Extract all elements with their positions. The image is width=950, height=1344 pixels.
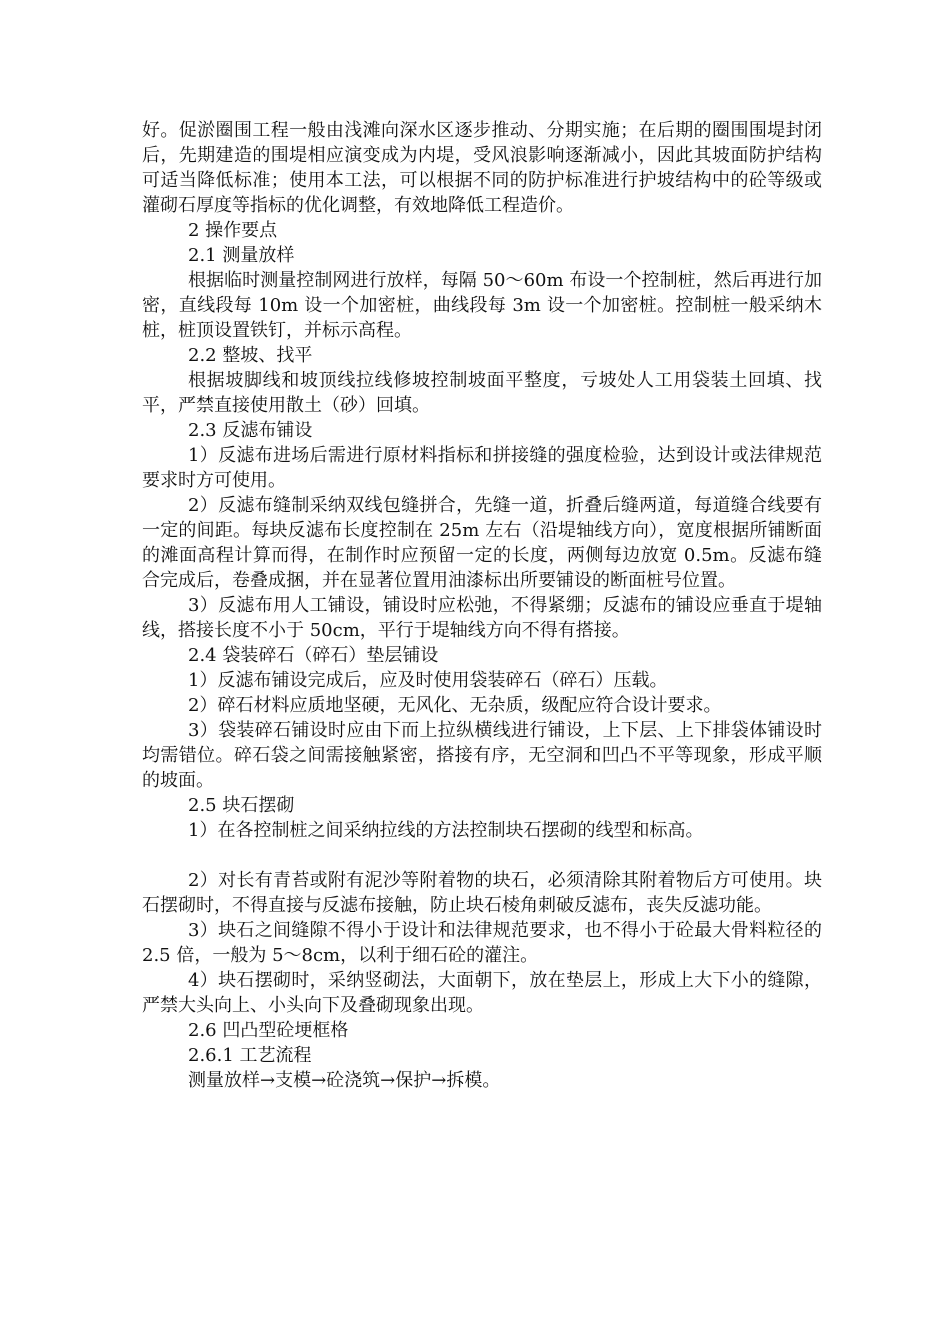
document-body xyxy=(142,118,822,1093)
paragraph: 3）反滤布用人工铺设，铺设时应松弛，不得紧绷；反滤布的铺设应垂直于堤轴线，搭接长度不小于 50cm，平行于堤轴线方向不得有搭接。 xyxy=(142,595,822,641)
paragraph: 根据临时测量控制网进行放样，每隔 50～60m 布设一个控制桩，然后再进行加密，直线段每 10m 设一个加密桩，曲线段每 3m 设一个加密桩。控制桩一般采纳木桩，桩顶设置铁钉，并标示高程。 xyxy=(142,270,822,341)
section-heading: 2.1 测量放样 xyxy=(188,245,295,266)
paragraph: 3）块石之间缝隙不得小于设计和法律规范要求，也不得小于砼最大骨料粒径的 2.5 倍，一般为 5～8cm，以利于细石砼的灌注。 xyxy=(142,920,822,966)
section-heading: 2.6 凹凸型砼埂框格 xyxy=(188,1020,349,1041)
section-heading: 2.2 整坡、找平 xyxy=(188,345,313,366)
paragraph: 1）反滤布铺设完成后，应及时使用袋装碎石（碎石）压载。 xyxy=(188,670,668,691)
paragraph: 测量放样→支模→砼浇筑→保护→拆模。 xyxy=(188,1070,501,1091)
paragraph: 2）碎石材料应质地坚硬，无风化、无杂质，级配应符合设计要求。 xyxy=(188,695,722,716)
section-heading: 2.3 反滤布铺设 xyxy=(188,420,313,441)
paragraph: 4）块石摆砌时，采纳竖砌法，大面朝下，放在垫层上，形成上大下小的缝隙，严禁大头向上、小头向下及叠砌现象出现。 xyxy=(142,970,822,1016)
paragraph: 好。促淤圈围工程一般由浅滩向深水区逐步推动、分期实施；在后期的圈围围堤封闭后，先期建造的围堤相应演变成为内堤，受风浪影响逐渐减小，因此其坡面防护结构可适当降低标准；使用本工法，可以根据不同的防护标准进行护坡结构中的砼等级或灌砌石厚度等指标的优化调整，有效地降低工程造价。 xyxy=(142,120,822,216)
section-heading: 2.6.1 工艺流程 xyxy=(188,1045,312,1066)
paragraph: 根据坡脚线和坡顶线拉线修坡控制坡面平整度，亏坡处人工用袋装土回填、找平，严禁直接使用散土（砂）回填。 xyxy=(142,370,822,416)
section-heading: 2 操作要点 xyxy=(188,220,278,241)
paragraph: 2）对长有青苔或附有泥沙等附着物的块石，必须清除其附着物后方可使用。块石摆砌时，不得直接与反滤布接触，防止块石棱角刺破反滤布，丧失反滤功能。 xyxy=(142,870,822,916)
paragraph: 1）反滤布进场后需进行原材料指标和拼接缝的强度检验，达到设计或法律规范要求时方可使用。 xyxy=(142,445,822,491)
paragraph: 3）袋装碎石铺设时应由下而上拉纵横线进行铺设，上下层、上下排袋体铺设时均需错位。碎石袋之间需接触紧密，搭接有序，无空洞和凹凸不平等现象，形成平顺的坡面。 xyxy=(142,720,822,791)
paragraph: 2）反滤布缝制采纳双线包缝拼合，先缝一道，折叠后缝两道，每道缝合线要有一定的间距。每块反滤布长度控制在 25m 左右（沿堤轴线方向），宽度根据所铺断面的滩面高程计算而得，在制作时应预留一定的长度，两侧每边放宽 0.5m。反滤布缝合完成后，卷叠成捆，并在显著位置用油漆标出所要铺设的断面桩号位置。 xyxy=(142,495,822,591)
section-heading: 2.5 块石摆砌 xyxy=(188,795,295,816)
blank-line xyxy=(142,843,822,868)
paragraph: 1）在各控制桩之间采纳拉线的方法控制块石摆砌的线型和标高。 xyxy=(188,820,704,841)
section-heading: 2.4 袋装碎石（碎石）垫层铺设 xyxy=(188,645,439,666)
